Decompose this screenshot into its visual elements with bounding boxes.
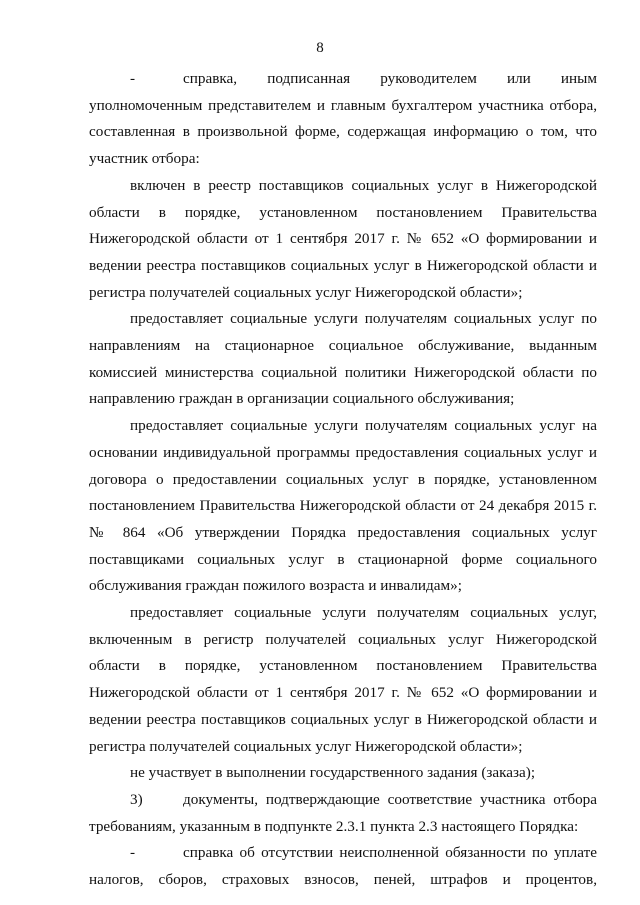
paragraph-documents	[89, 787, 597, 840]
paragraph-state-task	[89, 760, 597, 787]
paragraph-directions	[89, 306, 597, 413]
document-body	[89, 66, 597, 894]
paragraph-registry	[89, 173, 597, 307]
paragraph-text: включен в реестр поставщиков социальных услуг в Нижегородской области в порядке, установленном постановлением Правительства Нижегородской области от 1 сентября 2017 г. № 652 «О формировании и ведении реестра поставщиков социальных услуг в Нижегородской области и регистра получателей социальных услуг Нижегородской области»;	[89, 176, 597, 301]
paragraph-recipients-register	[89, 600, 597, 760]
paragraph-text: справка, подписанная руководителем или иным уполномоченным представителем и главным бухгалтером участника отбора, составленная в произвольной форме, содержащая информацию о том, что участник отбора:	[89, 70, 597, 168]
paragraph-individual-program	[89, 413, 597, 600]
paragraph-text: предоставляет социальные услуги получателям социальных услуг на основании индивидуальной программы предоставления социальных услуг и договора о предоставлении социальных услуг в порядке, установленном постановлением Правительства Нижегородской области от 24 декабря 2015 г. № 864 «Об утверждении Порядка предоставления социальных услуг поставщиками социальных услуг в стационарной форме социального обслуживания граждан пожилого возраста и инвалидам»;	[89, 417, 597, 595]
paragraph-text: предоставляет социальные услуги получателям социальных услуг, включенным в регистр получателей социальных услуг Нижегородской области в порядке, установленном постановлением Правительства Нижегородской области от 1 сентября 2017 г. № 652 «О формировании и ведении реестра поставщиков социальных услуг в Нижегородской области и регистра получателей социальных услуг Нижегородской области»;	[89, 604, 597, 755]
list-marker: -	[130, 70, 136, 87]
paragraph-text: не участвует в выполнении государственного задания (заказа);	[130, 764, 536, 782]
paragraph-text: предоставляет социальные услуги получателям социальных услуг по направлениям на стационарное социальное обслуживание, выданным комиссией министерства социальной политики Нижегородской области по направлению граждан в организации социального обслуживания;	[89, 310, 597, 408]
list-marker: -	[130, 844, 136, 862]
paragraph-tax-certificate	[89, 840, 597, 893]
list-marker: 3)	[130, 790, 143, 808]
paragraph-text: документы, подтверждающие соответствие участника отбора требованиям, указанным в подпункте 2.3.1 пункта 2.3 настоящего Порядка:	[89, 790, 597, 835]
paragraph-certificate	[89, 66, 597, 173]
paragraph-text: справка об отсутствии неисполненной обязанности по уплате налогов, сборов, страховых взносов, пеней, штрафов и процентов,	[89, 844, 597, 889]
page-number: 8	[316, 40, 324, 56]
